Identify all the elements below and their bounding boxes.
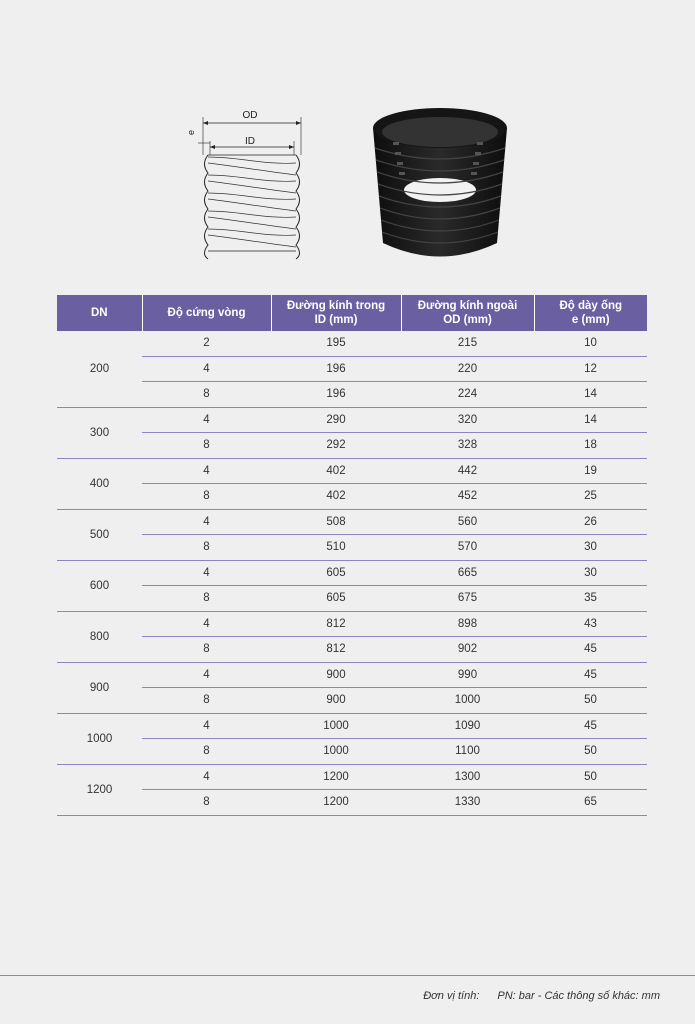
table-cell: 812	[271, 637, 401, 663]
table-cell: 8	[142, 382, 271, 408]
table-cell: 8	[142, 535, 271, 561]
table-cell: 1300	[401, 764, 534, 790]
bottom-divider	[0, 975, 695, 976]
dn-cell: 1200	[57, 764, 142, 815]
table-cell: 45	[534, 637, 647, 663]
table-row	[57, 407, 647, 433]
table-cell: 900	[271, 688, 401, 714]
table-cell: 290	[271, 407, 401, 433]
table-cell: 4	[142, 611, 271, 637]
table-cell: 30	[534, 535, 647, 561]
table-cell: 560	[401, 509, 534, 535]
table-cell: 12	[534, 356, 647, 382]
table-cell: 570	[401, 535, 534, 561]
corrugated-pipe-image	[365, 98, 515, 263]
dn-cell: 1000	[57, 713, 142, 764]
table-cell: 4	[142, 407, 271, 433]
table-cell: 442	[401, 458, 534, 484]
table-cell: 1090	[401, 713, 534, 739]
table-row	[57, 713, 647, 739]
table-cell: 196	[271, 382, 401, 408]
table-cell: 50	[534, 688, 647, 714]
table-cell: 220	[401, 356, 534, 382]
table-cell: 14	[534, 407, 647, 433]
table-cell: 4	[142, 356, 271, 382]
od-label: OD	[242, 110, 258, 121]
table-cell: 215	[401, 331, 534, 356]
dn-cell: 800	[57, 611, 142, 662]
table-cell: 900	[271, 662, 401, 688]
table-cell: 605	[271, 560, 401, 586]
table-cell: 1200	[271, 764, 401, 790]
table-row	[57, 331, 647, 356]
table-cell: 292	[271, 433, 401, 459]
spec-table	[57, 295, 647, 816]
column-header: Đường kính ngoài OD (mm)	[401, 295, 534, 331]
column-header: Độ cứng vòng	[142, 295, 271, 331]
table-cell: 902	[401, 637, 534, 663]
id-label: ID	[245, 136, 255, 147]
table-row	[57, 586, 647, 612]
table-row	[57, 356, 647, 382]
table-cell: 4	[142, 662, 271, 688]
table-cell: 8	[142, 790, 271, 816]
table-cell: 665	[401, 560, 534, 586]
table-cell: 4	[142, 713, 271, 739]
table-cell: 26	[534, 509, 647, 535]
table-cell: 1000	[401, 688, 534, 714]
table-cell: 25	[534, 484, 647, 510]
table-cell: 8	[142, 484, 271, 510]
table-cell: 45	[534, 662, 647, 688]
table-cell: 402	[271, 458, 401, 484]
table-cell: 4	[142, 764, 271, 790]
table-cell: 8	[142, 433, 271, 459]
table-cell: 990	[401, 662, 534, 688]
table-cell: 605	[271, 586, 401, 612]
table-cell: 195	[271, 331, 401, 356]
table-row	[57, 509, 647, 535]
table-row	[57, 458, 647, 484]
table-cell: 50	[534, 764, 647, 790]
table-cell: 30	[534, 560, 647, 586]
table-row	[57, 382, 647, 408]
table-cell: 4	[142, 509, 271, 535]
table-cell: 10	[534, 331, 647, 356]
table-row	[57, 790, 647, 816]
table-cell: 8	[142, 688, 271, 714]
table-cell: 510	[271, 535, 401, 561]
table-cell: 508	[271, 509, 401, 535]
table-cell: 8	[142, 739, 271, 765]
table-cell: 675	[401, 586, 534, 612]
table-cell: 2	[142, 331, 271, 356]
table-cell: 8	[142, 637, 271, 663]
column-header: DN	[57, 295, 142, 331]
table-body	[57, 331, 647, 815]
table-row	[57, 611, 647, 637]
table-row	[57, 484, 647, 510]
table-cell: 1330	[401, 790, 534, 816]
table-cell: 65	[534, 790, 647, 816]
table-cell: 50	[534, 739, 647, 765]
column-header: Đường kính trong ID (mm)	[271, 295, 401, 331]
e-label: e	[186, 129, 196, 135]
table-row	[57, 560, 647, 586]
footer-note	[423, 990, 660, 1002]
pipe-dimension-diagram	[180, 105, 320, 265]
table-cell: 14	[534, 382, 647, 408]
table-cell: 4	[142, 458, 271, 484]
unit-text: PN: bar - Các thông số khác: mm	[497, 990, 660, 1002]
table-row	[57, 433, 647, 459]
table-cell: 812	[271, 611, 401, 637]
table-row	[57, 637, 647, 663]
table-cell: 1100	[401, 739, 534, 765]
dn-cell: 900	[57, 662, 142, 713]
table-cell: 328	[401, 433, 534, 459]
table-row	[57, 535, 647, 561]
table-cell: 35	[534, 586, 647, 612]
table-cell: 196	[271, 356, 401, 382]
table-cell: 1000	[271, 739, 401, 765]
table-cell: 402	[271, 484, 401, 510]
dn-cell: 300	[57, 407, 142, 458]
unit-label: Đơn vị tính:	[423, 990, 480, 1002]
table-cell: 4	[142, 560, 271, 586]
table-cell: 45	[534, 713, 647, 739]
table-cell: 1000	[271, 713, 401, 739]
table-cell: 43	[534, 611, 647, 637]
table-row	[57, 764, 647, 790]
table-header-row	[57, 295, 647, 331]
dn-cell: 200	[57, 331, 142, 407]
table-cell: 1200	[271, 790, 401, 816]
table-cell: 8	[142, 586, 271, 612]
dn-cell: 500	[57, 509, 142, 560]
table-row	[57, 739, 647, 765]
table-cell: 898	[401, 611, 534, 637]
table-cell: 18	[534, 433, 647, 459]
dn-cell: 400	[57, 458, 142, 509]
table-row	[57, 662, 647, 688]
table-cell: 320	[401, 407, 534, 433]
table-cell: 19	[534, 458, 647, 484]
dn-cell: 600	[57, 560, 142, 611]
table-cell: 452	[401, 484, 534, 510]
table-row	[57, 688, 647, 714]
table-cell: 224	[401, 382, 534, 408]
column-header: Độ dày ống e (mm)	[534, 295, 647, 331]
